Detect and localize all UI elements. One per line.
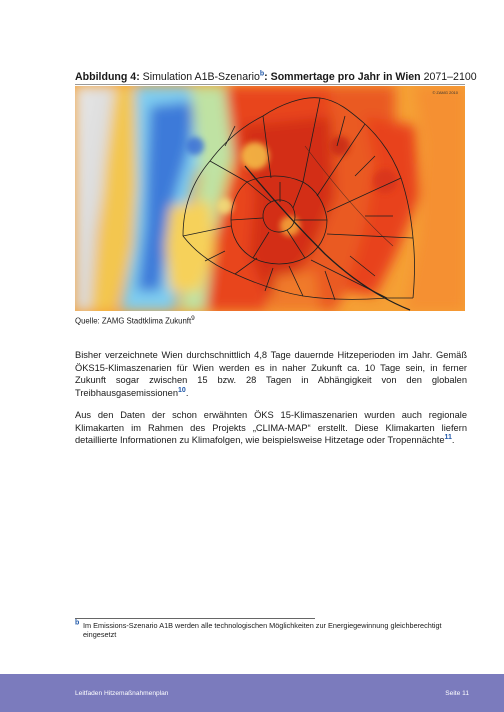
caption-rule: [75, 84, 465, 85]
paragraph-end: .: [185, 387, 189, 398]
paragraph-heat-periods: [75, 349, 467, 399]
map-copyright: © ZAMG 2010: [432, 90, 458, 95]
figure-label: Abbildung 4:: [75, 71, 140, 83]
footnote-reference-11[interactable]: 11: [444, 434, 452, 442]
footnote-text: Im Emissions-Szenario A1B werden alle technologischen Möglichkeiten zur Energiegewinnung gleichberechtigt eingesetzt: [83, 621, 442, 640]
footnote-reference-10[interactable]: 10: [178, 386, 186, 394]
paragraph-text: Bisher verzeichnete Wien durchschnittlich 4,8 Tage dauernde Hitzeperioden im Jahr. Gemäß ÖKS15-Klimaszenarien für Wien werden es in naher Zukunft ca. 10 Tage sein, in ferner Zukunft sogar zwischen 15 bzw. 28 Tagen in Abhängigkeit von den globalen Treibhausgasemissionen: [75, 350, 467, 398]
figure-title-bold: : Sommertage pro Jahr in Wien: [264, 71, 421, 83]
figure-title: Simulation A1B-Szenario: [139, 71, 260, 83]
footer-document-title: Leitfaden Hitzemaßnahmenplan: [75, 690, 169, 697]
page-footer: [0, 674, 504, 712]
footnote-marker: b: [75, 619, 80, 627]
footnote: [75, 621, 467, 640]
source-text: Quelle: ZAMG Stadtklima Zukunft: [75, 316, 192, 326]
page-number: Seite 11: [445, 690, 469, 697]
footnote-rule: [75, 618, 315, 619]
paragraph-climate-maps: [75, 409, 467, 447]
footnote-reference-b[interactable]: b: [259, 70, 265, 78]
figure-years: 2071–2100: [420, 71, 477, 83]
figure-source: [75, 314, 195, 327]
footnote-reference-9[interactable]: 9: [191, 315, 195, 322]
figure-caption: [75, 70, 477, 84]
paragraph-text: Aus den Daten der schon erwähnten ÖKS 15-Klimaszenarien wurden auch regionale Klimakarten im Rahmen des Projekts „CLIMA-MAP“ erstellt. Diese Klimakarten liefern detaillierte Informationen zu Klimafolgen, wie beispielsweise Hitzetage oder Tropennächte: [75, 410, 467, 446]
paragraph-end: .: [451, 435, 455, 446]
heat-map-image: [75, 86, 465, 311]
